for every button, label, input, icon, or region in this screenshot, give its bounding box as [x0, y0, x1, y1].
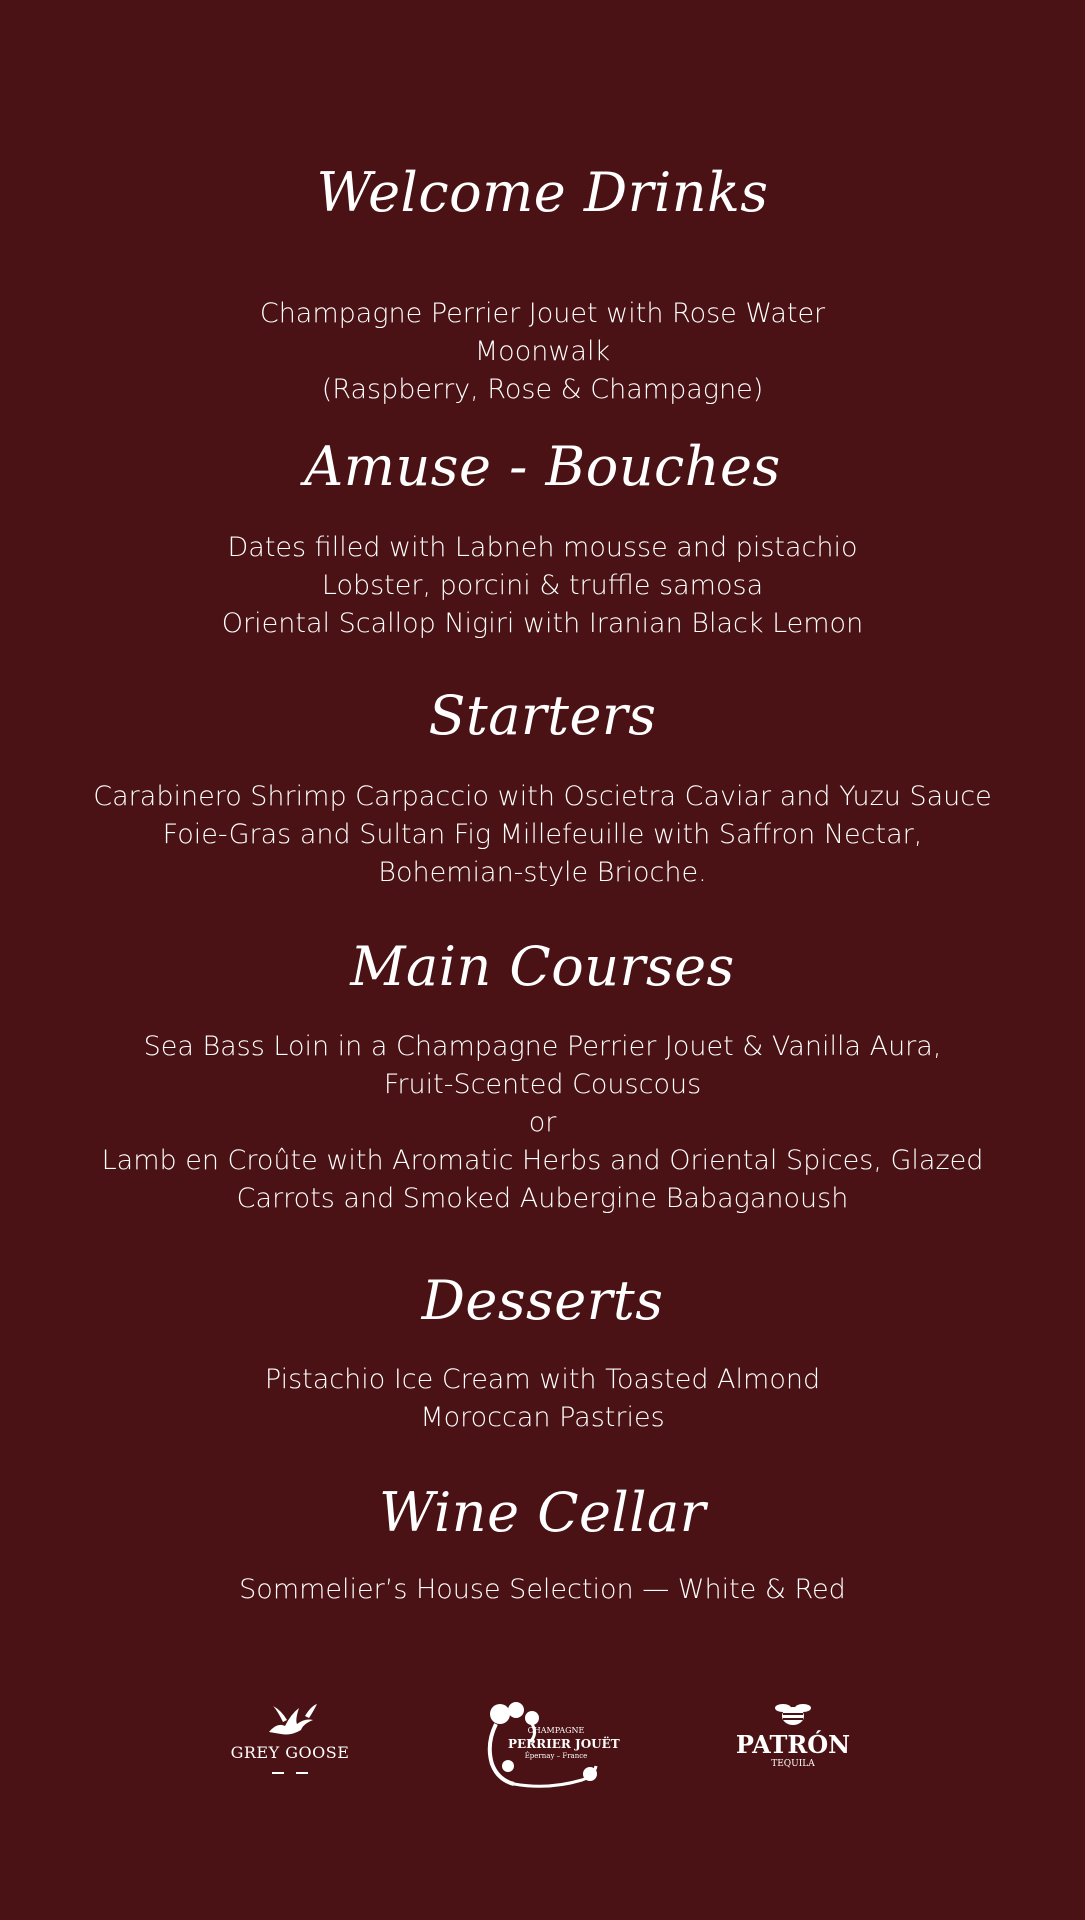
- menu-item: Moonwalk: [474, 336, 611, 367]
- section-title-starters: Starters: [428, 684, 657, 747]
- goose-icon: [225, 1700, 355, 1740]
- section-title-desserts: Desserts: [421, 1269, 664, 1332]
- menu-item: Carabinero Shrimp Carpaccio with Oscietra Caviar and Yuzu Sauce: [93, 781, 992, 812]
- menu-item: Lamb en Croûte with Aromatic Herbs and Oriental Spices, Glazed: [101, 1145, 984, 1176]
- section-title-amuse-bouches: Amuse - Bouches: [304, 435, 781, 498]
- menu-item: Sommelier’s House Selection — White & Red: [239, 1574, 846, 1605]
- section-items-main-courses: [0, 1028, 1085, 1218]
- patron-logo: [728, 1700, 858, 1770]
- patron-subtitle: TEQUILA: [771, 1759, 815, 1769]
- perrier-jouet-top-line: CHAMPAGNE: [527, 1726, 585, 1735]
- perrier-jouet-wordmark: PERRIER JOUËT: [508, 1737, 620, 1751]
- section-items-welcome-drinks: [0, 295, 1085, 409]
- menu-item: Pistachio Ice Cream with Toasted Almond: [264, 1364, 821, 1395]
- bee-icon: [728, 1700, 858, 1728]
- menu-item: Moroccan Pastries: [420, 1402, 665, 1433]
- grey-goose-underline: [225, 1769, 355, 1777]
- section-title-welcome-drinks: Welcome Drinks: [316, 161, 769, 224]
- menu-item: Bohemian-style Brioche.: [378, 857, 707, 888]
- section-title-main-courses: Main Courses: [350, 935, 735, 998]
- menu-item: Sea Bass Loin in a Champagne Perrier Jouet & Vanilla Aura,: [143, 1031, 942, 1062]
- section-items-starters: [0, 778, 1085, 892]
- menu-item: Foie-Gras and Sultan Fig Millefeuille with Saffron Nectar,: [162, 819, 923, 850]
- menu-item: Carrots and Smoked Aubergine Babaganoush: [236, 1183, 849, 1214]
- menu-item: Champagne Perrier Jouet with Rose Water: [259, 298, 826, 329]
- section-title-wine-cellar: Wine Cellar: [378, 1481, 707, 1544]
- perrier-jouet-logo: [478, 1700, 620, 1790]
- patron-wordmark: PATRÓN: [735, 1730, 851, 1759]
- menu-item-separator: or: [528, 1107, 557, 1138]
- grey-goose-wordmark: GREY GOOSE: [230, 1743, 350, 1762]
- menu-item: Dates filled with Labneh mousse and pistachio: [227, 532, 858, 563]
- section-items-wine-cellar: [0, 1571, 1085, 1609]
- menu-item: (Raspberry, Rose & Champagne): [321, 374, 764, 405]
- grey-goose-logo: [225, 1700, 355, 1781]
- perrier-jouet-bottom-line: Épernay – France: [524, 1752, 588, 1760]
- sponsor-logos: [0, 1700, 1085, 1790]
- menu-item: Oriental Scallop Nigiri with Iranian Black Lemon: [221, 608, 864, 639]
- menu-item: Fruit-Scented Couscous: [383, 1069, 702, 1100]
- menu-item: Lobster, porcini & truffle samosa: [321, 570, 764, 601]
- section-items-desserts: [0, 1361, 1085, 1437]
- section-items-amuse-bouches: [0, 529, 1085, 643]
